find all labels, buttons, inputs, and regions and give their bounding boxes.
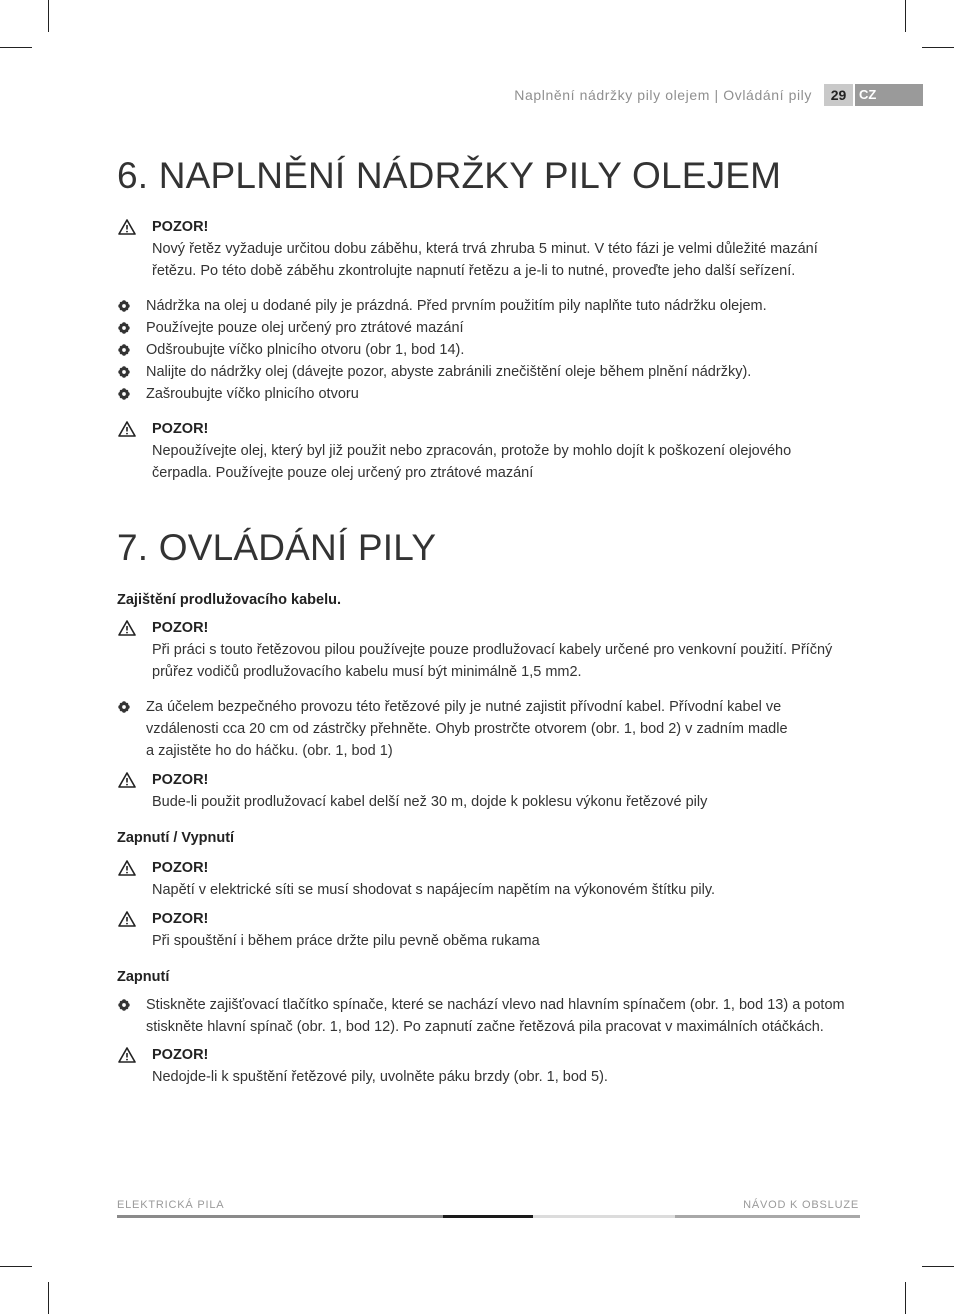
- footer-bar: [675, 1215, 860, 1218]
- warning-label: POZOR!: [152, 860, 209, 876]
- section-6-heading: 6. NAPLNĚNÍ NÁDRŽKY PILY OLEJEM: [117, 155, 782, 196]
- list-item: [117, 317, 862, 339]
- section-7-heading: 7. OVLÁDÁNÍ PILY: [117, 527, 437, 568]
- flower-bullet-icon: [118, 300, 130, 312]
- warning-text: Nový řetěz vyžaduje určitou dobu záběhu, která trvá zhruba 5 minut. V této fázi je velmi důležité mazání: [152, 241, 818, 257]
- warning-label: POZOR!: [152, 1047, 209, 1063]
- warning-label: POZOR!: [152, 911, 209, 927]
- list-item: [117, 361, 862, 383]
- list-item: [117, 383, 862, 405]
- footer-product-name: ELEKTRICKÁ PILA: [117, 1199, 225, 1211]
- warning-triangle-icon: [118, 860, 136, 876]
- flower-bullet-icon: [118, 701, 130, 713]
- footer-bar: [117, 1215, 443, 1218]
- footer-bar: [443, 1215, 533, 1218]
- list-item: [117, 994, 862, 1038]
- warning-triangle-icon: [118, 421, 136, 437]
- footer-doc-type: NÁVOD K OBSLUZE: [743, 1199, 859, 1211]
- warning-label: POZOR!: [152, 620, 209, 636]
- warning-block: [117, 216, 862, 282]
- list-item-text: stiskněte hlavní spínač (obr. 1, bod 12). Po zapnutí začne řetězová pila pracovat v maximálních otáčkách.: [146, 1019, 824, 1035]
- cable-steps: [117, 696, 862, 762]
- warning-text: čerpadla. Používejte pouze olej určený pro ztrátové mazání: [152, 465, 534, 481]
- list-item-text: Za účelem bezpečného provozu této řetězové pily je nutné zajistit přívodní kabel. Přívodní kabel ve: [146, 699, 782, 715]
- warning-triangle-icon: [118, 219, 136, 235]
- crop-mark: [905, 1282, 906, 1314]
- list-item: [117, 339, 862, 361]
- warning-text: Nepoužívejte olej, který byl již použit nebo zpracován, protože by mohlo dojít k poškození olejového: [152, 443, 792, 459]
- list-item-text: Nádržka na olej u dodané pily je prázdná. Před prvním použitím pily naplňte tuto nádržku olejem.: [146, 298, 767, 314]
- warning-label: POZOR!: [152, 772, 209, 788]
- warning-text: Napětí v elektrické síti se musí shodovat s napájecím napětím na výkonovém štítku pily.: [152, 882, 716, 898]
- subheading-switch-on: Zapnutí: [117, 969, 170, 985]
- list-item-text: Používejte pouze olej určený pro ztrátové mazání: [146, 320, 464, 336]
- warning-text: Při práci s touto řetězovou pilou používejte pouze prodlužovací kabely určené pro venkovní použití. Příčný: [152, 642, 833, 658]
- flower-bullet-icon: [118, 322, 130, 334]
- crop-mark: [922, 47, 954, 48]
- running-title: Naplnění nádržky pily olejem | Ovládání pily: [514, 87, 812, 103]
- crop-mark: [922, 1266, 954, 1267]
- warning-label: POZOR!: [152, 421, 209, 437]
- warning-text: Při spouštění i během práce držte pilu pevně oběma rukama: [152, 933, 540, 949]
- warning-label: POZOR!: [152, 219, 209, 235]
- warning-block: [117, 857, 862, 901]
- crop-mark: [48, 1282, 49, 1314]
- oil-fill-steps: [117, 295, 862, 405]
- crop-mark: [48, 0, 49, 32]
- list-item-text: Zašroubujte víčko plnicího otvoru: [146, 386, 359, 402]
- warning-block: [117, 617, 862, 683]
- list-item-text: Nalijte do nádržky olej (dávejte pozor, abyste zabránili znečištění oleje během plnění nádržky).: [146, 364, 752, 380]
- warning-text: Bude-li použit prodlužovací kabel delší než 30 m, dojde k poklesu výkonu řetězové pily: [152, 794, 708, 810]
- crop-mark: [905, 0, 906, 32]
- warning-text: průřez vodičů prodlužovacího kabelu musí být minimálně 1,5 mm2.: [152, 664, 582, 680]
- list-item-text: Stiskněte zajišťovací tlačítko spínače, které se nachází vlevo nad hlavním spínačem (obr. 1, bod 13) a potom: [146, 997, 845, 1013]
- flower-bullet-icon: [118, 344, 130, 356]
- language-tab: CZ: [855, 84, 923, 106]
- page-number: 29: [824, 84, 853, 106]
- list-item: [117, 696, 862, 762]
- flower-bullet-icon: [118, 388, 130, 400]
- warning-block: [117, 1044, 862, 1088]
- footer-bar: [533, 1215, 675, 1218]
- crop-mark: [0, 47, 32, 48]
- subheading-on-off: Zapnutí / Vypnutí: [117, 830, 235, 846]
- warning-triangle-icon: [118, 772, 136, 788]
- warning-block: [117, 908, 862, 952]
- list-item-text: a zajistěte ho do háčku. (obr. 1, bod 1): [146, 743, 393, 759]
- warning-text: řetězu. Po této době záběhu zkontrolujte napnutí řetězu a je-li to nutné, proveďte jeho další seřízení.: [152, 263, 796, 279]
- warning-block: [117, 418, 862, 484]
- subheading-extension-cable: Zajištění prodlužovacího kabelu.: [117, 592, 341, 608]
- warning-triangle-icon: [118, 911, 136, 927]
- warning-text: Nedojde-li k spuštění řetězové pily, uvolněte páku brzdy (obr. 1, bod 5).: [152, 1069, 608, 1085]
- warning-triangle-icon: [118, 1047, 136, 1063]
- crop-mark: [0, 1266, 32, 1267]
- switch-on-steps: [117, 994, 862, 1038]
- flower-bullet-icon: [118, 999, 130, 1011]
- flower-bullet-icon: [118, 366, 130, 378]
- warning-triangle-icon: [118, 620, 136, 636]
- page-content: [117, 152, 862, 1088]
- warning-block: [117, 769, 862, 813]
- list-item-text: vzdálenosti cca 20 cm od zástrčky přehněte. Ohyb prostrčte otvorem (obr. 1, bod 2) v zadním madle: [146, 721, 788, 737]
- list-item-text: Odšroubujte víčko plnicího otvoru (obr 1, bod 14).: [146, 342, 465, 358]
- list-item: [117, 295, 862, 317]
